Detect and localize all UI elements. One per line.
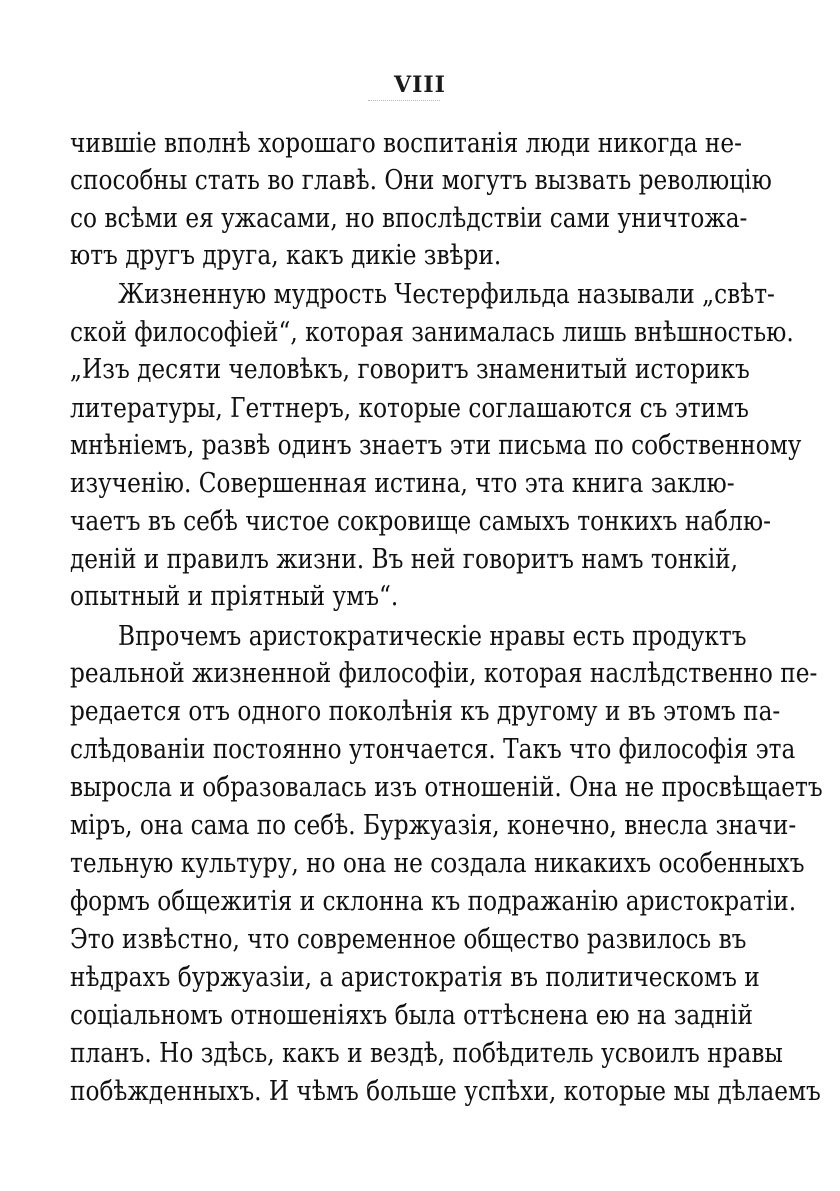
- text-line: опытный и пріятный умъ“.: [70, 581, 399, 612]
- text-line: „Изъ десяти человѣкъ, говоритъ знаменитый историкъ: [70, 354, 750, 385]
- text-line: способны стать во главѣ. Они могутъ вызвать революцію: [70, 165, 772, 196]
- text-line: соціальномъ отношеніяхъ была оттѣснена ею на задній: [70, 1000, 753, 1031]
- text-line: деній и правилъ жизни. Въ ней говоритъ намъ тонкій,: [70, 544, 738, 575]
- text-line: Это извѣстно, что современное общество развилось въ: [70, 924, 747, 955]
- text-line: ютъ другъ друга, какъ дикіе звѣри.: [70, 240, 502, 271]
- text-line: міръ, она сама по себѣ. Буржуазія, конечно, внесла значи-: [70, 810, 797, 841]
- text-line: слѣдованіи постоянно утончается. Такъ что философія эта: [70, 734, 796, 765]
- text-line: мнѣніемъ, развѣ одинъ знаетъ эти письма по собственному: [70, 430, 802, 461]
- text-line: чившіе вполнѣ хорошаго воспитанія люди никогда не-: [70, 128, 743, 159]
- text-line: литературы, Геттнеръ, которые соглашаются съ этимъ: [70, 393, 749, 424]
- text-line: изученію. Совершенная истина, что эта книга заклю-: [70, 468, 735, 499]
- text-line: со всѣми ея ужасами, но впослѣдствіи сами уничтожа-: [70, 203, 748, 234]
- text-line: чаетъ въ себѣ чистое сокровище самыхъ тонкихъ наблю-: [70, 506, 771, 537]
- text-line: Жизненную мудрость Честерфильда называли „свѣт-: [118, 279, 775, 310]
- text-line: ской философіей“, которая занималась лишь внѣшностью.: [70, 317, 794, 348]
- text-line: планъ. Но здѣсь, какъ и вездѣ, побѣдитель усвоилъ нравы: [70, 1038, 783, 1069]
- page-number-rule: [368, 100, 440, 101]
- text-line: выросла и образовалась изъ отношеній. Она не просвѣщаетъ: [70, 772, 823, 803]
- page-number: VIII: [394, 72, 446, 98]
- text-line: реальной жизненной философіи, которая наслѣдственно пе-: [70, 658, 818, 689]
- text-line: тельную культуру, но она не создала никакихъ особенныхъ: [70, 848, 805, 879]
- text-line: нѣдрахъ буржуазіи, а аристократія въ политическомъ и: [70, 962, 760, 993]
- text-line: формъ общежитія и склонна къ подражанію аристократіи.: [70, 886, 797, 917]
- text-line: редается отъ одного поколѣнія къ другому и въ этомъ па-: [70, 696, 781, 727]
- text-line: Впрочемъ аристократическіе нравы есть продуктъ: [118, 621, 747, 652]
- text-line: побѣжденныхъ. И чѣмъ больше успѣхи, которые мы дѣлаемъ: [70, 1076, 821, 1107]
